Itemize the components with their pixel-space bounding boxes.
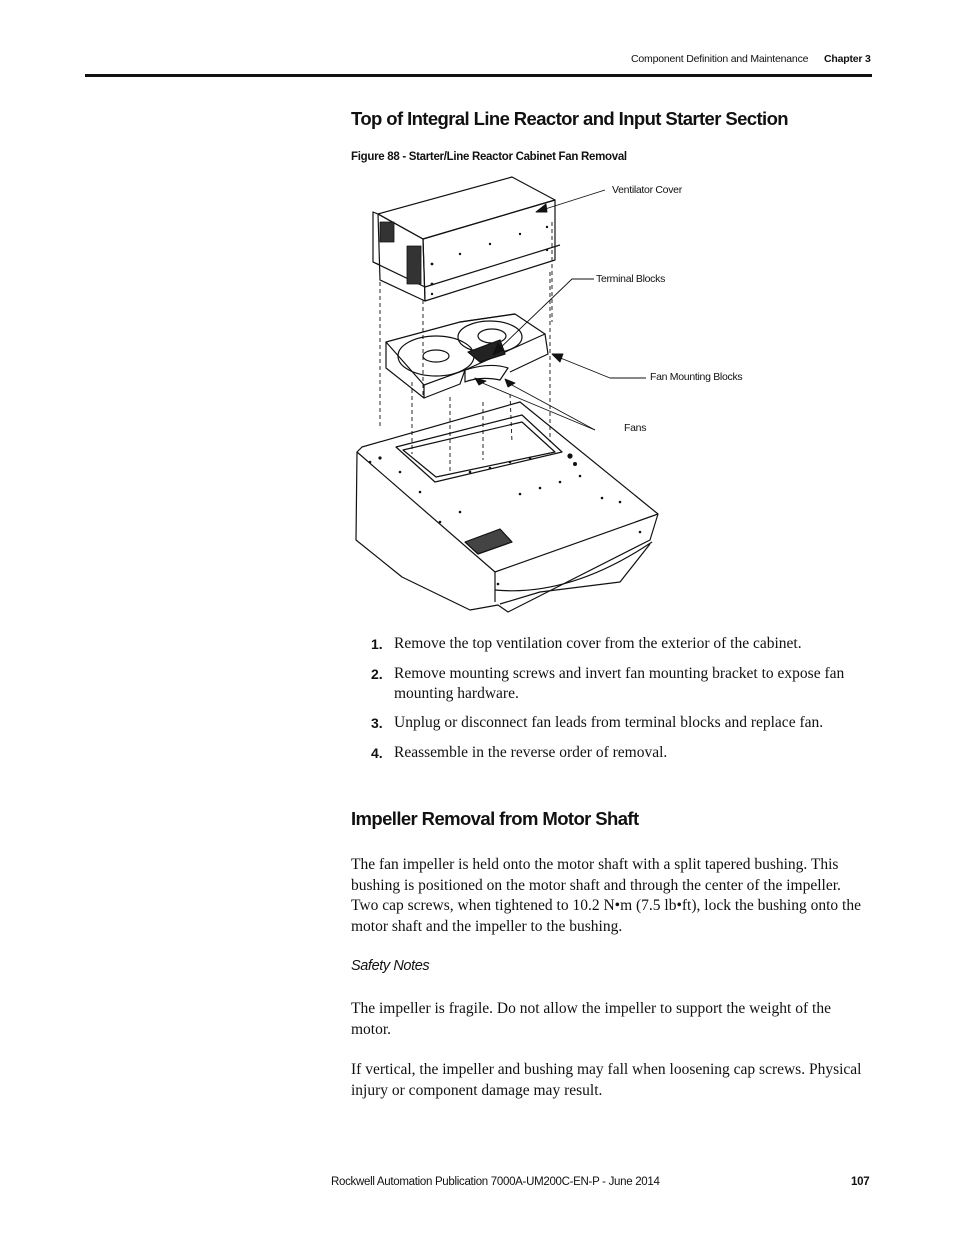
callout-leaders xyxy=(475,190,646,430)
step-text: Unplug or disconnect fan leads from terminal blocks and replace fan. xyxy=(394,714,824,731)
safety-note-fragile: The impeller is fragile. Do not allow the impeller to support the weight of the motor. xyxy=(351,1000,831,1038)
step-number: 3. xyxy=(371,715,383,731)
label-fan-mounting-blocks: Fan Mounting Blocks xyxy=(650,371,743,383)
header-rule xyxy=(85,74,872,77)
fan-bracket-drawing xyxy=(386,314,548,398)
label-ventilator-cover: Ventilator Cover xyxy=(612,184,682,196)
page-number: 107 xyxy=(851,1176,870,1188)
label-fans: Fans xyxy=(624,422,647,434)
step-number: 1. xyxy=(371,636,383,652)
section-title-line-reactor: Top of Integral Line Reactor and Input Starter Section xyxy=(351,108,788,129)
running-header-chapter: Chapter 3 xyxy=(824,53,871,65)
step-number: 2. xyxy=(371,665,383,682)
step-text: Remove mounting screws and invert fan mounting bracket to expose fan mounting hardware. xyxy=(394,664,845,702)
ventilator-cover-drawing xyxy=(373,177,560,301)
fan-removal-figure xyxy=(340,172,760,622)
running-header-section: Component Definition and Maintenance xyxy=(631,53,809,65)
list-item xyxy=(351,713,871,733)
step-text: Reassemble in the reverse order of removal. xyxy=(394,743,668,761)
list-item xyxy=(351,634,871,654)
safety-note-vertical: If vertical, the impeller and bushing may fall when loosening cap screws. Physical injury or component damage may result. xyxy=(351,1061,862,1099)
cabinet-base-drawing xyxy=(356,402,658,612)
step-text: Remove the top ventilation cover from the exterior of the cabinet. xyxy=(394,635,802,652)
cabinet-drawing xyxy=(340,172,760,622)
list-item xyxy=(351,664,871,704)
impeller-intro-paragraph: The fan impeller is held onto the motor shaft with a split tapered bushing. This bushing is positioned on the motor shaft and through the center of the impeller. Two cap screws, when tightened to 10.2 N•m (7.5 lb•ft), lock the bushing onto the motor shaft and the impeller to the bushing. xyxy=(351,856,861,935)
section-title-impeller-removal: Impeller Removal from Motor Shaft xyxy=(351,808,639,829)
safety-notes-heading: Safety Notes xyxy=(351,958,430,974)
list-item xyxy=(351,743,871,763)
label-terminal-blocks: Terminal Blocks xyxy=(596,273,666,285)
figure-caption: Figure 88 - Starter/Line Reactor Cabinet Fan Removal xyxy=(351,151,627,163)
step-number: 4. xyxy=(371,744,383,761)
footer-publication: Rockwell Automation Publication 7000A-UM200C-EN-P - June 2014 xyxy=(331,1176,660,1188)
removal-steps-list xyxy=(351,634,871,772)
